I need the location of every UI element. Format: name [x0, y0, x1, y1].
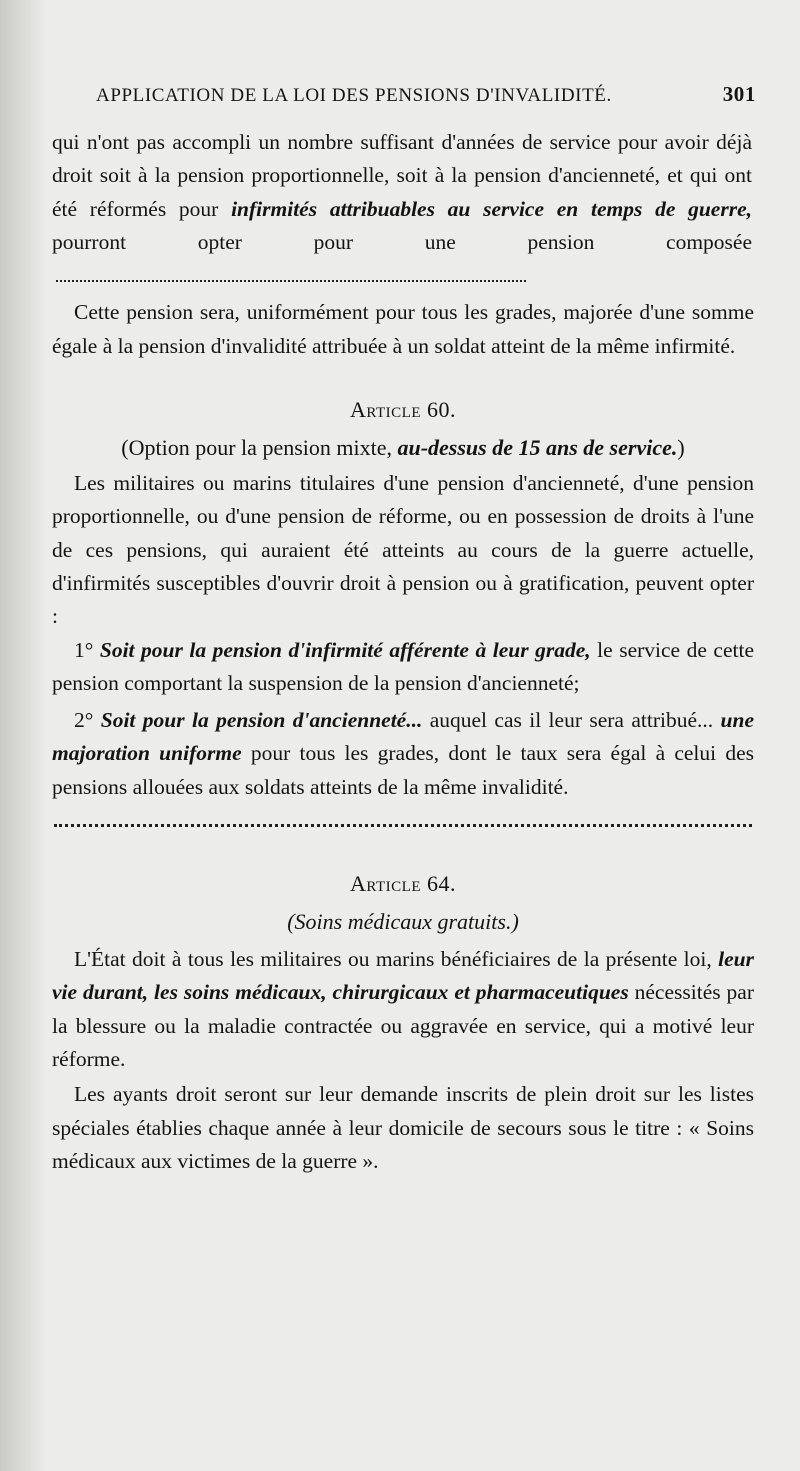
article-64-paragraph-2: Les ayants droit seront sur leur demande inscrits de plein droit sur les listes spéciales établies chaque année à leur domicile de secours sous le titre : « Soins médicaux aux victimes de la guerre ». [52, 1082, 754, 1173]
running-header [96, 82, 756, 107]
item-2-text-b: pour tous les grades, dont le taux sera égal à celui des pensions allouées aux soldats atteints de la même invalidité. [52, 741, 755, 799]
intro-text-a: qui n'ont pas accompli un nombre suffisant d'années de service pour avoir déjà droit soit à la pension proportionnelle, soit à la pension d'ancienneté, et qui ont été réformés pour [52, 130, 752, 221]
intro-text-b: pourront opter pour une pension composée [52, 229, 752, 254]
article-60-word: Article [350, 397, 421, 423]
article-64-subtitle: (Soins médicaux gratuits.) [287, 909, 519, 935]
article-60-subtitle-b: ) [677, 435, 685, 461]
item-2-italic-b: une majoration uniforme [52, 708, 754, 766]
page-body [52, 126, 754, 1178]
article-64-text-a: L'État doit à tous les militaires ou marins bénéficiaires de la présente loi, [74, 947, 719, 972]
running-title: APPLICATION DE LA LOI DES PENSIONS D'INVALIDITÉ. [96, 85, 612, 106]
article-64-paragraph-1 [52, 943, 754, 1076]
dot-leader [56, 272, 526, 282]
intro-paragraph-1 [52, 126, 752, 292]
article-60-item-2 [52, 704, 754, 804]
article-60-number: 60. [426, 397, 456, 423]
article-60-subtitle-a: (Option pour la pension mixte, [121, 435, 398, 461]
intro-paragraph-2: Cette pension sera, uniformément pour tous les grades, majorée d'une somme égale à la pension d'invalidité attribuée à un soldat atteint de la même infirmité. [52, 300, 754, 358]
page-number: 301 [722, 82, 756, 106]
item-2-number: 2° [74, 708, 101, 733]
article-60-subtitle-italic: au-dessus de 15 ans de service. [397, 435, 678, 461]
article-64-word: Article [350, 871, 421, 897]
item-1-number: 1° [74, 637, 100, 662]
article-60-subtitle [52, 431, 754, 465]
item-1-text: le service de cette pension comportant la suspension de la pension d'ancienneté; [52, 637, 754, 695]
page-edge-shadow [0, 0, 46, 1471]
intro-italic: infirmités attribuables au service en temps de guerre, [231, 196, 752, 221]
article-64-text-b: nécessités par la blessure ou la maladie contractée ou aggravée en service, qui a motivé leur réforme. [52, 980, 754, 1071]
omission-dots [54, 818, 752, 827]
article-64-italic: leur vie durant, les soins médicaux, chirurgicaux et pharmaceutiques [52, 947, 754, 1005]
article-60-item-1 [52, 634, 754, 701]
article-64-number: 64. [426, 871, 456, 897]
article-64-heading [52, 871, 754, 897]
article-60-paragraph: Les militaires ou marins titulaires d'une pension d'ancienneté, d'une pension proportionnelle, ou d'une pension de réforme, ou en possession de droits à l'une de ces pensions, qui auraient été atteints au cours de la guerre actuelle, d'infirmités susceptibles d'ouvrir droit à pension ou à gratification, peuvent opter : [52, 471, 754, 629]
article-60-heading [52, 397, 754, 423]
item-2-text-a: auquel cas il leur sera attribué... [422, 708, 721, 733]
item-2-italic: Soit pour la pension d'ancienneté... [100, 708, 423, 733]
item-1-italic: Soit pour la pension d'infirmité afférente à leur grade, [99, 637, 591, 662]
